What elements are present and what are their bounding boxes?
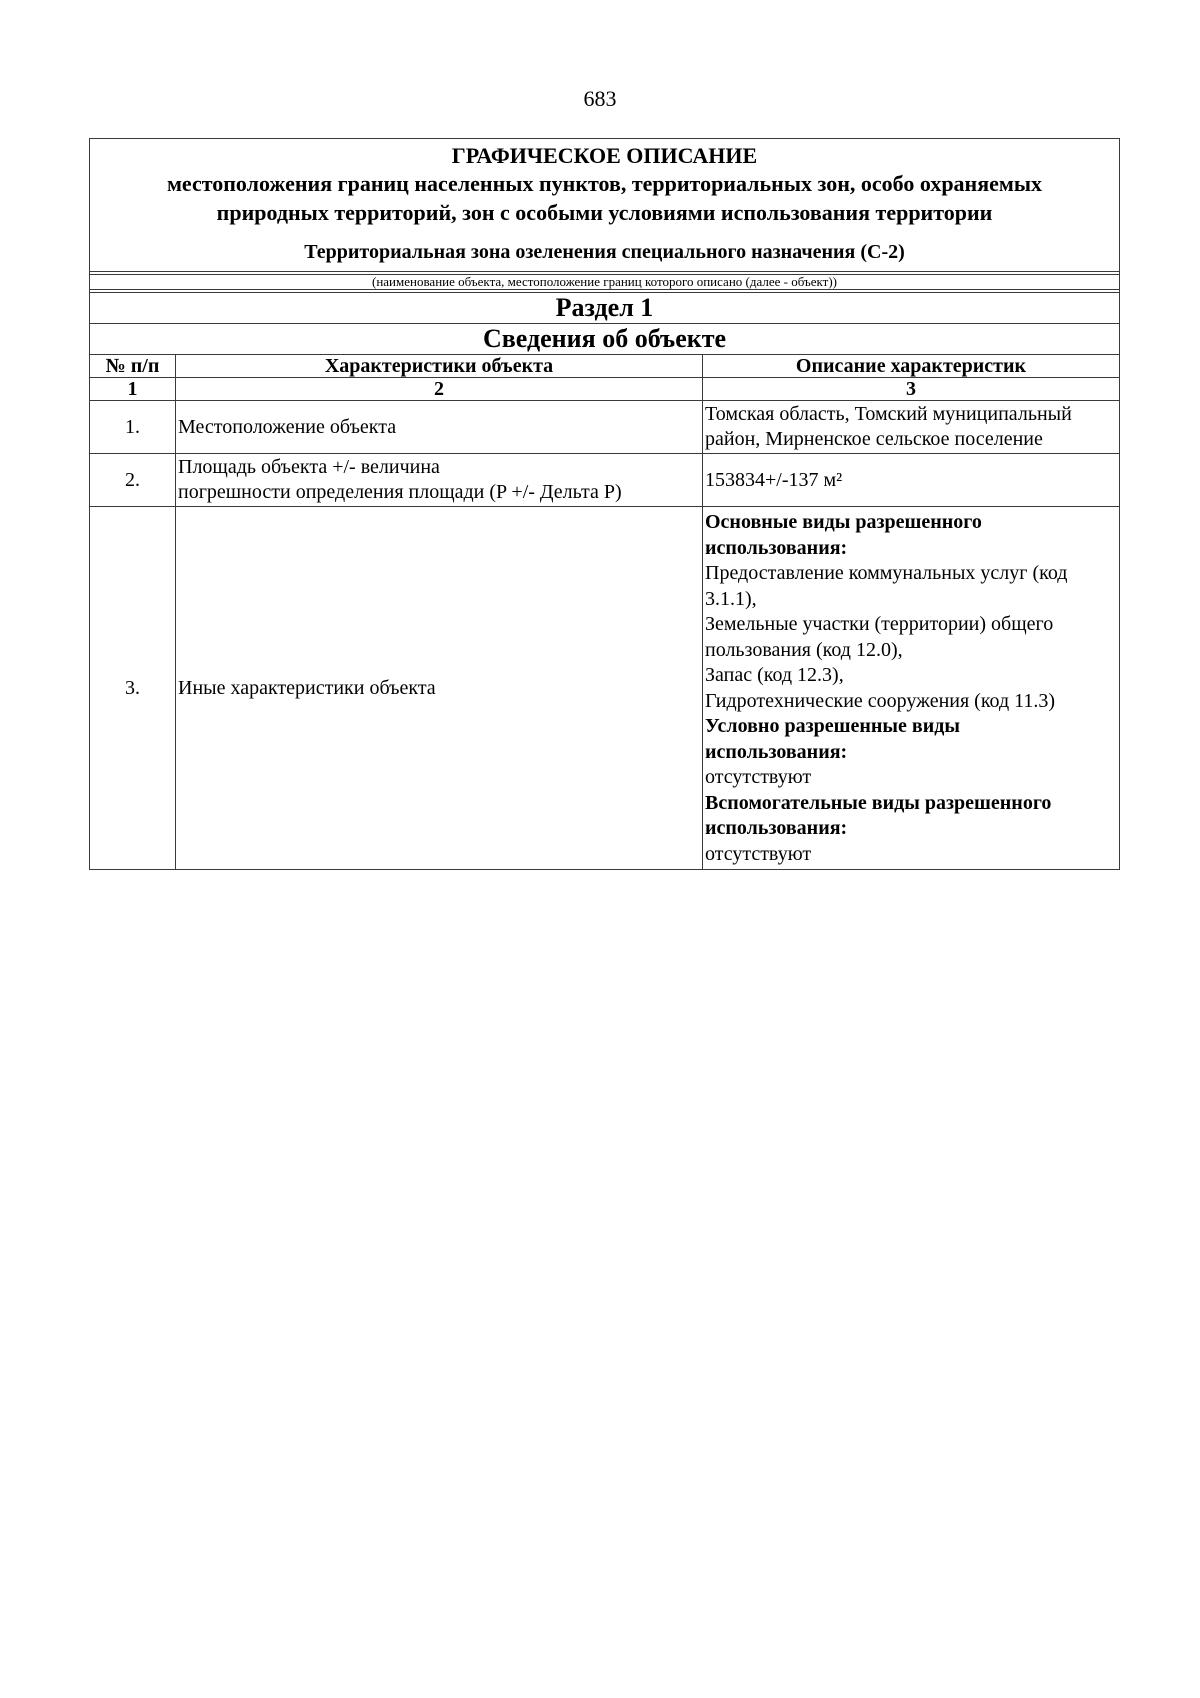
name-line: Площадь объекта +/- величина — [178, 456, 440, 478]
column-header-description: Описание характеристик — [703, 355, 1120, 378]
name-line: погрешности определения площади (P +/- Дельта P) — [178, 481, 622, 503]
row-number: 3. — [90, 507, 176, 870]
object-caption: (наименование объекта, местоположение границ которого описано (далее - объект)) — [90, 275, 1120, 290]
characteristic-value — [703, 507, 1120, 870]
column-number: 2 — [176, 378, 703, 401]
conditional-uses-value: отсутствуют — [705, 766, 812, 788]
table-row — [90, 454, 1120, 507]
main-use-item: Запас (код 12.3), — [705, 664, 844, 686]
conditional-uses-heading: Условно разрешенные виды — [705, 715, 960, 737]
auxiliary-uses-value: отсутствуют — [705, 842, 812, 865]
column-header-number: № п/п — [90, 355, 176, 378]
main-use-item: Гидротехнические сооружения (код 11.3) — [705, 689, 1056, 712]
main-use-item: Предоставление коммунальных услуг (код — [705, 562, 1068, 584]
zone-name: Территориальная зона озеленения специального назначения (С-2) — [304, 241, 905, 263]
document-header — [90, 139, 1120, 272]
page-number: 683 — [583, 86, 617, 111]
auxiliary-uses-heading: использования: — [705, 817, 848, 839]
table-row — [90, 401, 1120, 454]
characteristic-value: 153834+/-137 м² — [703, 454, 1120, 507]
conditional-uses-heading: использования: — [705, 740, 848, 763]
caption-row — [90, 275, 1120, 290]
section-title: Раздел 1 — [90, 293, 1120, 324]
header-row — [90, 139, 1120, 272]
main-use-item: 3.1.1), — [705, 587, 757, 610]
main-uses-heading: использования: — [705, 536, 848, 559]
table-row — [90, 507, 1120, 870]
object-info-table — [89, 138, 1120, 870]
main-use-item: Земельные участки (территории) общего — [705, 613, 1054, 635]
characteristic-value — [703, 401, 1120, 454]
main-use-item: пользования (код 12.0), — [705, 638, 903, 661]
main-uses-heading: Основные виды разрешенного — [705, 511, 982, 533]
document-title: ГРАФИЧЕСКОЕ ОПИСАНИЕ — [451, 143, 758, 168]
section-title-row — [90, 293, 1120, 324]
row-number: 1. — [90, 401, 176, 454]
column-number: 3 — [703, 378, 1120, 401]
characteristic-name: Местоположение объекта — [176, 401, 703, 454]
document-subtitle-line-1: местоположения границ населенных пунктов, территориальных зон, особо охраняемых — [166, 171, 1043, 196]
value-line: район, Мирненское сельское поселение — [705, 428, 1043, 450]
characteristic-name — [176, 454, 703, 507]
column-number-row — [90, 378, 1120, 401]
auxiliary-uses-heading: Вспомогательные виды разрешенного — [705, 791, 1052, 814]
document-subtitle-line-2: природных территорий, зон с особыми условиями использования территории — [216, 200, 993, 225]
row-number: 2. — [90, 454, 176, 507]
column-header-characteristics: Характеристики объекта — [176, 355, 703, 378]
column-header-row — [90, 355, 1120, 378]
column-number: 1 — [90, 378, 176, 401]
section-subtitle: Сведения об объекте — [90, 324, 1120, 355]
section-subtitle-row — [90, 324, 1120, 355]
value-line: Томская область, Томский муниципальный — [705, 403, 1072, 425]
characteristic-name: Иные характеристики объекта — [176, 507, 703, 870]
